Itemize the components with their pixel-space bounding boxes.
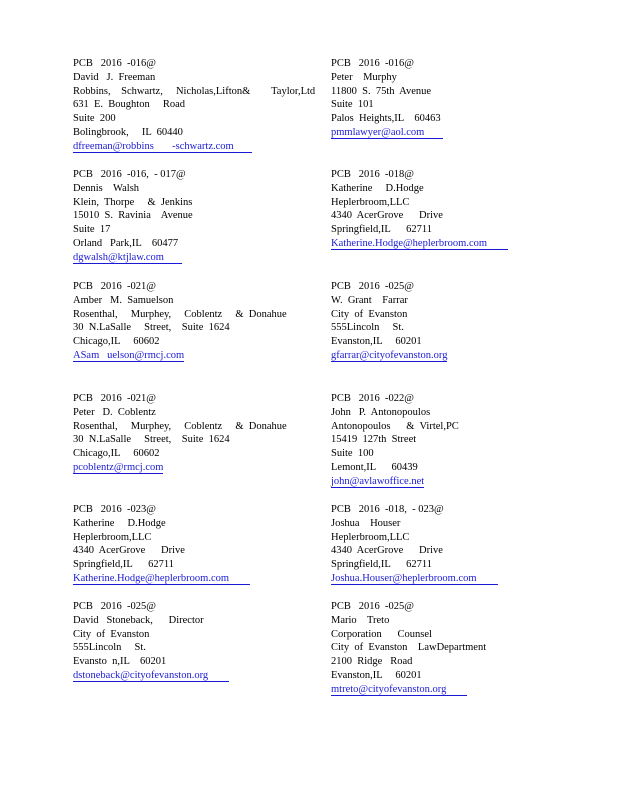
entry-line: Evansto n,IL 60201 [73,656,167,668]
email-link[interactable]: dfreeman@robbins -schwartz.com [73,140,253,152]
service-entry [73,280,323,363]
service-entry [331,503,581,586]
entry-line: Katherine D.Hodge [331,182,424,194]
entry-line: Mario Treto [331,614,390,626]
entry-line: 555Lincoln St. [331,322,404,334]
entry-header: PCB 2016 -016@ [331,58,414,69]
entry-line: 30 N.LaSalle Street, Suite 1624 [73,434,230,446]
entry-line: Springfield,IL 62711 [73,559,175,571]
entry-line: W. Grant Farrar [331,294,408,306]
entry-header: PCB 2016 -025@ [331,281,414,292]
service-entry [73,168,323,265]
entry-line: City of Evanston [331,308,408,320]
entry-line: Heplerbroom,LLC [73,531,152,543]
entry-line: Lemont,IL 60439 [331,461,418,473]
entry-line: Evanston,IL 60201 [331,336,422,348]
entry-line: Antonopoulos & Virtel,PC [331,420,459,432]
service-entry [73,57,323,154]
entry-line: Springfield,IL 62711 [331,559,433,571]
entry-line: John P. Antonopoulos [331,406,431,418]
entry-header: PCB 2016 -025@ [73,601,156,612]
email-link[interactable]: dgwalsh@ktjlaw.com [73,251,183,263]
entry-line: David Stoneback, Director [73,614,204,626]
entry-header: PCB 2016 -022@ [331,393,414,404]
email-link[interactable]: dstoneback@cityofevanston.org [73,669,230,681]
entry-line: Springfield,IL 62711 [331,224,433,236]
entry-line: Bolingbrook, IL 60440 [73,126,183,138]
entry-line: Peter D. Coblentz [73,406,156,418]
entry-header: PCB 2016 -016, - 017@ [73,169,186,180]
entry-line: Klein, Thorpe & Jenkins [73,196,193,208]
service-entry [331,280,581,363]
entry-line: Suite 101 [331,99,374,111]
entry-line: David J. Freeman [73,71,156,83]
entry-line: Heplerbroom,LLC [331,531,410,543]
entry-line: 4340 AcerGrove Drive [331,545,443,557]
entry-line: Rosenthal, Murphey, Coblentz & Donahue [73,420,287,432]
entry-line: 15419 127th Street [331,434,417,446]
email-link[interactable]: pmmlawyer@aol.com [331,126,443,138]
entry-line: Dennis Walsh [73,182,140,194]
service-entry [331,600,581,697]
service-entry [331,392,581,489]
email-link[interactable]: ASam uelson@rmcj.com [73,349,185,361]
entry-line: 4340 AcerGrove Drive [331,210,443,222]
entry-line: Suite 17 [73,224,111,236]
entry-line: Katherine D.Hodge [73,517,166,529]
entry-line: Suite 200 [73,113,116,125]
entry-line: Robbins, Schwartz, Nicholas,Lifton& Taylor,Ltd [73,85,316,97]
service-entry [73,503,323,586]
entry-header: PCB 2016 -023@ [73,504,156,515]
email-link[interactable]: gfarrar@cityofevanston.org [331,349,448,361]
email-link[interactable]: Katherine.Hodge@heplerbroom.com [331,237,509,249]
entry-line: 555Lincoln St. [73,642,146,654]
entry-line: City of Evanston [73,628,150,640]
entry-line: 11800 S. 75th Avenue [331,85,432,97]
entry-line: Peter Murphy [331,71,397,83]
entry-line: Chicago,IL 60602 [73,448,160,460]
email-link[interactable]: john@avlawoffice.net [331,475,425,487]
entry-line: 30 N.LaSalle Street, Suite 1624 [73,322,230,334]
entry-line: Amber M. Samuelson [73,294,174,306]
service-entry [73,600,323,683]
entry-line: Suite 100 [331,448,374,460]
entry-line: 631 E. Boughton Road [73,99,185,111]
entry-header: PCB 2016 -016@ [73,58,156,69]
entry-line: 2100 Ridge Road [331,656,413,668]
entry-line: Palos Heights,IL 60463 [331,113,441,125]
entry-line: Rosenthal, Murphey, Coblentz & Donahue [73,308,287,320]
entry-header: PCB 2016 -018, - 023@ [331,504,444,515]
entry-line: City of Evanston LawDepartment [331,642,487,654]
email-link[interactable]: Joshua.Houser@heplerbroom.com [331,572,498,584]
entry-header: PCB 2016 -025@ [331,601,414,612]
entry-line: Heplerbroom,LLC [331,196,410,208]
entry-line: Joshua Houser [331,517,401,529]
entry-header: PCB 2016 -021@ [73,393,156,404]
entry-line: 15010 S. Ravinia Avenue [73,210,193,222]
service-entry [331,168,581,251]
entry-header: PCB 2016 -021@ [73,281,156,292]
entry-line: 4340 AcerGrove Drive [73,545,185,557]
email-link[interactable]: mtreto@cityofevanston.org [331,683,468,695]
service-entry [73,392,323,475]
entry-line: Chicago,IL 60602 [73,336,160,348]
entry-header: PCB 2016 -018@ [331,169,414,180]
entry-line: Corporation Counsel [331,628,432,640]
entry-line: Evanston,IL 60201 [331,669,422,681]
entry-line: Orland Park,IL 60477 [73,237,179,249]
email-link[interactable]: pcoblentz@rmcj.com [73,461,164,473]
service-entry [331,57,581,140]
email-link[interactable]: Katherine.Hodge@heplerbroom.com [73,572,251,584]
